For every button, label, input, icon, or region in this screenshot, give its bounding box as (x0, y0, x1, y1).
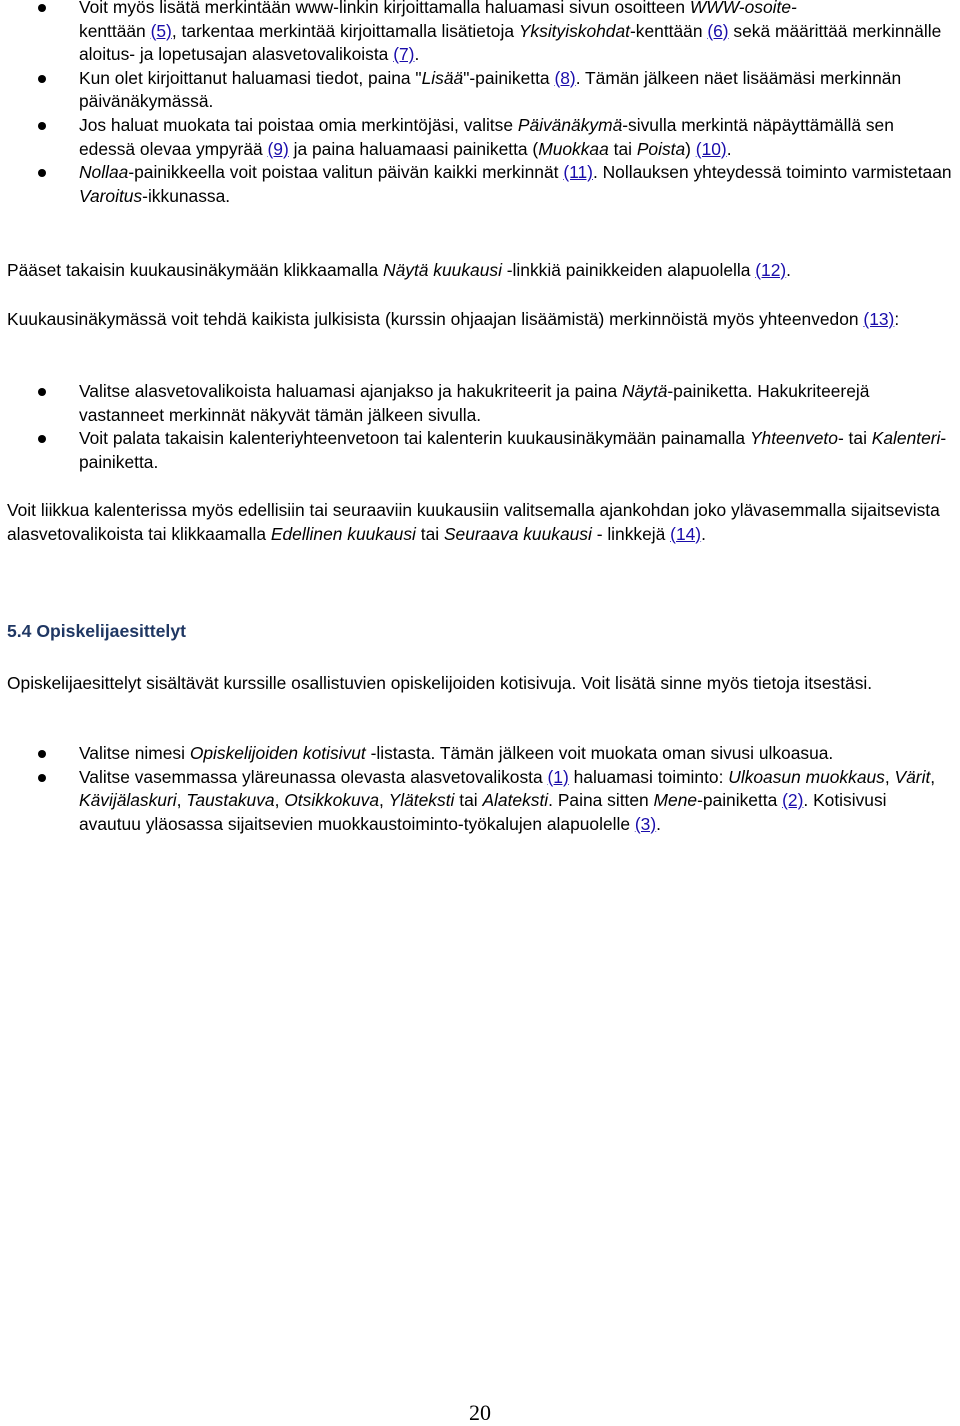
text: Valitse alasvetovalikoista haluamasi ajanjakso ja hakukriteerit ja paina (79, 381, 622, 401)
text: Voit liikkua kalenterissa myös edellisiin tai seuraaviin kuukausiin valitsemalla ajankohdan joko ylävasemmalla sijaitsevista alasvetovalikoista tai klikkaamalla (7, 500, 940, 544)
paragraph-navigate-months (7, 499, 955, 546)
text: tai (454, 790, 483, 811)
ref-link-8[interactable]: (8) (554, 67, 576, 88)
text-italic: Taustakuva (186, 790, 275, 811)
bullet-list-summary (0, 380, 960, 474)
text-italic: Edellinen kuukausi (270, 523, 416, 544)
text-italic: Päivänäkymä (517, 114, 623, 135)
text-italic: Näytä (621, 381, 668, 401)
section-heading: 5.4 Opiskelijaesittelyt (7, 621, 186, 641)
text-italic: Yksityiskohdat (518, 20, 630, 41)
text: -kenttään (629, 20, 708, 41)
text: . Nollauksen yhteydessä toiminto varmistetaan (592, 162, 952, 183)
list-item (0, 67, 960, 114)
text: , (274, 790, 285, 811)
bullet-icon (38, 750, 46, 758)
text-italic: Poista (636, 138, 686, 159)
text: , (176, 790, 187, 811)
ref-link-13[interactable]: (13) (863, 309, 895, 329)
list-item (0, 114, 960, 161)
ref-link-1[interactable]: (1) (547, 766, 569, 787)
text: - linkkejä (591, 523, 671, 544)
bullet-icon (38, 122, 46, 130)
bullet-list-calendar-entry (0, 0, 960, 208)
text: . (701, 523, 706, 544)
bullet-icon (38, 75, 46, 83)
text: -sivulla merkintä näpäyttämällä sen edessä olevaa ympyrää (79, 114, 894, 159)
paragraph-student-intro: Opiskelijaesittelyt sisältävät kurssille osallistuvien opiskelijoiden kotisivuja. Voit lisätä sinne myös tietoja itsestäsi. (7, 673, 873, 693)
text-italic: WWW-osoite- (689, 0, 797, 17)
bullet-icon (38, 435, 46, 443)
text: . Tämän jälkeen näet lisäämäsi merkinnän päivänäkymässä. (79, 67, 902, 112)
ref-link-7[interactable]: (7) (393, 44, 415, 65)
text: -painiketta. Hakukriteerejä vastanneet merkinnät näkyvät tämän jälkeen sivulla. (79, 381, 870, 425)
paragraph-back-to-month (7, 259, 955, 283)
text: sekä määrittää merkinnälle aloitus- ja lopetusajan alasvetovalikoista (79, 20, 942, 65)
text: -linkkiä painikkeiden alapuolella (501, 260, 756, 280)
ref-link-12[interactable]: (12) (755, 260, 787, 280)
text: haluamasi toiminto: (568, 766, 729, 787)
text: Valitse nimesi (79, 743, 190, 763)
text: Valitse vasemmassa yläreunassa olevasta alasvetovalikosta (79, 766, 548, 787)
ref-link-10[interactable]: (10) (695, 138, 727, 159)
ref-link-9[interactable]: (9) (267, 138, 289, 159)
text-italic: Muokkaa (538, 138, 609, 159)
text: , tarkentaa merkintää kirjoittamalla lisätietoja (171, 20, 519, 41)
text: -ikkunassa. (142, 185, 231, 206)
text-italic: Yläteksti (388, 790, 455, 811)
text: Voit myös lisätä merkintään www-linkin kirjoittamalla haluamasi sivun osoitteen (79, 0, 690, 17)
text: , (884, 766, 895, 787)
text: , (379, 790, 389, 811)
paragraph-summary (7, 308, 955, 332)
text-italic: Seuraava kuukausi (443, 523, 592, 544)
bullet-icon (38, 388, 46, 396)
text: : (894, 309, 900, 329)
text-italic: Nollaa (79, 162, 129, 183)
text: . Paina sitten (548, 790, 654, 811)
bullet-list-student-pages (0, 742, 960, 836)
text-italic: Kalenteri (871, 428, 941, 449)
text: "-painiketta (463, 67, 555, 88)
text: -painikkeella voit poistaa valitun päivän kaikki merkinnät (128, 162, 564, 183)
text-italic: Värit (894, 766, 931, 787)
text: ) (685, 138, 696, 159)
list-item (0, 380, 960, 427)
list-item (0, 427, 960, 474)
text-italic: Otsikkokuva (284, 790, 379, 811)
text-italic: Lisää (421, 67, 464, 88)
text: , (930, 766, 936, 787)
text: tai (608, 138, 637, 159)
text: - tai (837, 428, 872, 449)
text: kenttään (79, 20, 151, 41)
page-number: 20 (469, 1400, 491, 1425)
text-italic: Ulkoasun muokkaus (728, 766, 885, 787)
ref-link-5[interactable]: (5) (150, 20, 172, 41)
ref-link-2[interactable]: (2) (782, 790, 804, 811)
list-item (0, 161, 960, 208)
text-italic: Näytä kuukausi (383, 260, 502, 280)
text-italic: Mene (653, 790, 698, 811)
list-item (0, 766, 960, 837)
text-italic: Opiskelijoiden kotisivut (189, 743, 366, 763)
bullet-icon (38, 169, 46, 177)
text: -painiketta (697, 790, 783, 811)
ref-link-11[interactable]: (11) (563, 162, 593, 183)
ref-link-6[interactable]: (6) (707, 20, 729, 41)
text: -listasta. Tämän jälkeen voit muokata oman sivusi ulkoasua. (365, 743, 834, 763)
text: Jos haluat muokata tai poistaa omia merkintöjäsi, valitse (79, 114, 518, 135)
text: . Kotisivusi avautuu yläosassa sijaitsevien muokkaustoiminto-työkalujen alapuolelle (79, 790, 887, 834)
text: Kun olet kirjoittanut haluamasi tiedot, paina " (79, 67, 422, 88)
bullet-icon (38, 774, 46, 782)
text: -painiketta. (79, 428, 947, 472)
text: . (414, 44, 420, 65)
ref-link-14[interactable]: (14) (670, 523, 702, 544)
text: Voit palata takaisin kalenteriyhteenvetoon tai kalenterin kuukausinäkymään painamalla (79, 428, 750, 449)
bullet-icon (38, 4, 46, 12)
text-italic: Varoitus (79, 185, 143, 206)
text: Kuukausinäkymässä voit tehdä kaikista julkisista (kurssin ohjaajan lisäämistä) merkinnöistä myös yhteenvedon (7, 309, 864, 329)
text-italic: Yhteenveto (749, 428, 838, 449)
text: . (786, 260, 792, 280)
text: Pääset takaisin kuukausinäkymään klikkaamalla (7, 260, 384, 280)
text-italic: Kävijälaskuri (79, 790, 177, 811)
text-italic: Alateksti (482, 790, 549, 811)
list-item (0, 742, 960, 766)
text: tai (415, 523, 444, 544)
text: . (726, 138, 732, 159)
text: . (656, 813, 661, 834)
ref-link-3[interactable]: (3) (634, 813, 657, 834)
text: ja paina haluamaasi painiketta ( (288, 138, 539, 159)
list-item (0, 0, 960, 67)
